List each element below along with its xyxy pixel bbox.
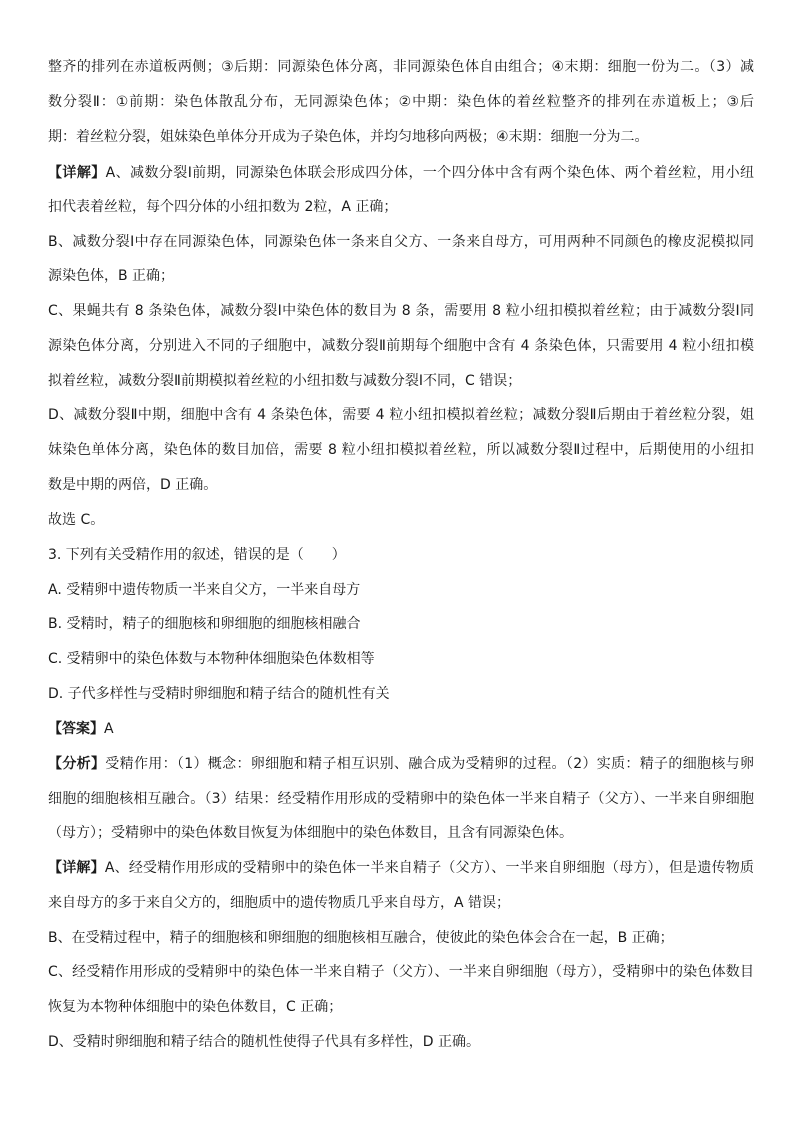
answer-tag: 【答案】 bbox=[48, 721, 104, 737]
text-line: B、减数分裂Ⅰ中存在同源染色体，同源染色体一条来自父方、一条来自母方，可用两种不同颜色的橡皮泥模拟同 bbox=[48, 234, 754, 250]
text-line: D、减数分裂Ⅱ中期，细胞中含有 4 条染色体，需要 4 粒小纽扣模拟着丝粒；减数分裂Ⅱ后期由于着丝粒分裂，姐 bbox=[48, 407, 754, 423]
option-c: C. 受精卵中的染色体数与本物种体细胞染色体数相等 bbox=[48, 651, 375, 667]
text-line: C、经受精作用形成的受精卵中的染色体一半来自精子（父方）、一半来自卵细胞（母方），受精卵中的染色体数目 bbox=[48, 964, 754, 980]
text-line: 来自母方的多于来自父方的，细胞质中的遗传物质几乎来自母方，A 错误； bbox=[48, 895, 511, 911]
text-line: 扣代表着丝粒，每个四分体的小纽扣数为 2粒，A 正确； bbox=[48, 199, 398, 215]
text-line: 期：着丝粒分裂，姐妹染色单体分开成为子染色体，并均匀地移向两极；④末期：细胞一分为二。 bbox=[48, 129, 649, 145]
text-line: B、在受精过程中，精子的细胞核和卵细胞的细胞核相互融合，使彼此的染色体会合在一起，B 正确； bbox=[48, 930, 674, 946]
text-line: 妹染色单体分离，染色体的数目加倍，需要 8 粒小纽扣模拟着丝粒，所以减数分裂Ⅱ过程中，后期使用的小纽扣 bbox=[48, 442, 754, 458]
answer-value: A bbox=[104, 721, 114, 737]
text-line: C、果蝇共有 8 条染色体，减数分裂Ⅰ中染色体的数目为 8 条，需要用 8 粒小纽扣模拟着丝粒；由于减数分裂Ⅰ同 bbox=[48, 303, 754, 319]
text-line: D、受精时卵细胞和精子结合的随机性使得子代具有多样性，D 正确。 bbox=[48, 1034, 481, 1050]
text-line: 恢复为本物种体细胞中的染色体数目，C 正确； bbox=[48, 999, 343, 1015]
text-line: 细胞的细胞核相互融合。（3）结果：经受精作用形成的受精卵中的染色体一半来自精子（父方）、一半来自卵细胞 bbox=[48, 791, 754, 807]
question-stem: 3. 下列有关受精作用的叙述，错误的是（ ） bbox=[48, 547, 346, 563]
text-line: 整齐的排列在赤道板两侧；③后期：同源染色体分离，非同源染色体自由组合；④末期：细胞一份为二。（3）减 bbox=[48, 59, 754, 75]
text-line: 数分裂Ⅱ：①前期：染色体散乱分布，无同源染色体；②中期：染色体的着丝粒整齐的排列在赤道板上；③后 bbox=[48, 94, 754, 110]
option-a: A. 受精卵中遗传物质一半来自父方，一半来自母方 bbox=[48, 582, 361, 598]
text-line: （母方）；受精卵中的染色体数目恢复为体细胞中的染色体数目，且含有同源染色体。 bbox=[48, 825, 573, 841]
text-line: 数是中期的两倍，D 正确。 bbox=[48, 477, 218, 493]
analysis-tag: 【分析】 bbox=[48, 756, 106, 772]
option-d: D. 子代多样性与受精时卵细胞和精子结合的随机性有关 bbox=[48, 686, 390, 702]
text-segment: A、经受精作用形成的受精卵中的染色体一半来自精子（父方）、一半来自卵细胞（母方），但是遗传物质 bbox=[104, 860, 754, 876]
text-segment: A、减数分裂Ⅰ前期，同源染色体联会形成四分体，一个四分体中含有两个染色体、两个着丝粒，用小纽 bbox=[105, 165, 754, 181]
conclusion-line: 故选 C。 bbox=[48, 512, 105, 528]
detail-tag: 【详解】 bbox=[48, 165, 106, 181]
answer-line bbox=[48, 719, 754, 739]
detail-paragraph-line bbox=[48, 163, 754, 183]
text-line: 拟着丝粒，减数分裂Ⅱ前期模拟着丝粒的小纽扣数与减数分裂Ⅰ不同，C 错误； bbox=[48, 373, 522, 389]
detail-tag: 【详解】 bbox=[48, 860, 105, 876]
text-line: 源染色体分离，分别进入不同的子细胞中，减数分裂Ⅱ前期每个细胞中含有 4 条染色体，只需要用 4 粒小纽扣模 bbox=[48, 338, 754, 354]
text-segment: 受精作用：（1）概念：卵细胞和精子相互识别、融合成为受精卵的过程。（2）实质：精子的细胞核与卵 bbox=[105, 756, 754, 772]
option-b: B. 受精时，精子的细胞核和卵细胞的细胞核相融合 bbox=[48, 616, 361, 632]
detail-paragraph-line bbox=[48, 858, 754, 878]
analysis-paragraph-line bbox=[48, 754, 754, 774]
text-line: 源染色体，B 正确； bbox=[48, 268, 175, 284]
